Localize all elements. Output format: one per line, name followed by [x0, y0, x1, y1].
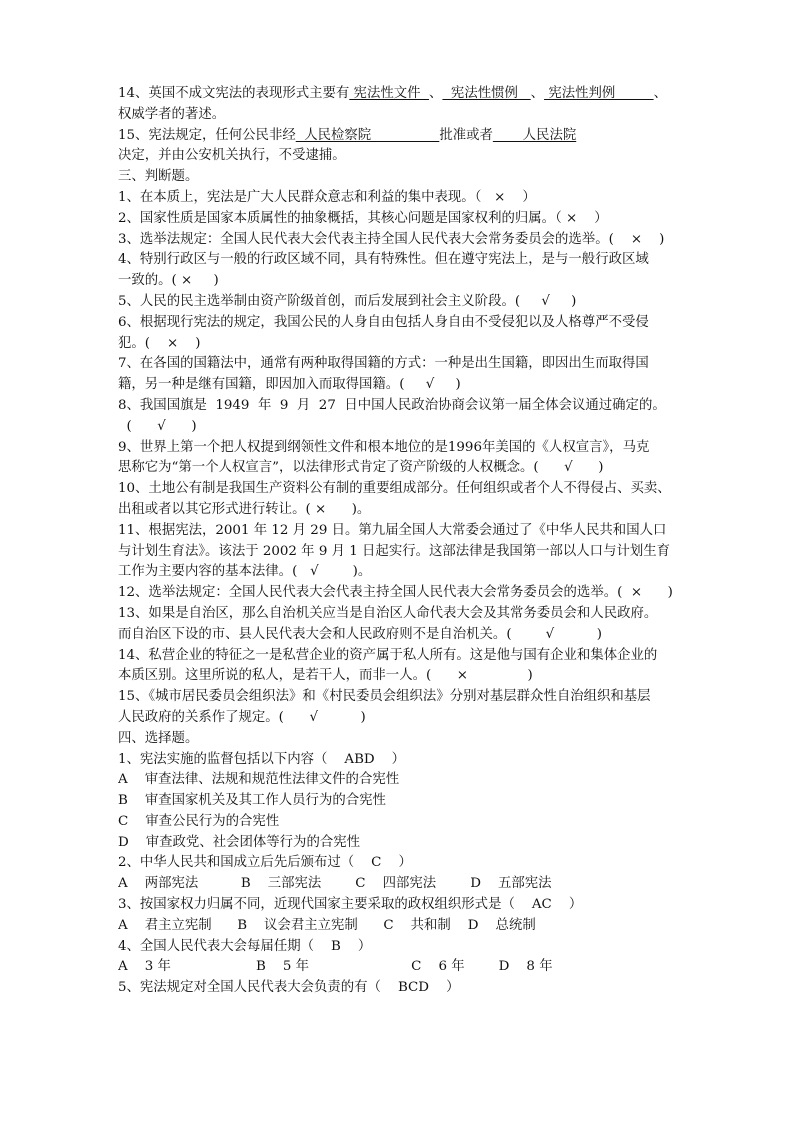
judgment-question-line: 11、根据宪法，2001 年 12 月 29 日。第九届全国人大常委会通过了《中华人民共和国人口	[118, 522, 667, 538]
q15-prefix: 15、宪法规定，任何公民非经	[118, 127, 296, 143]
choice-question-line: 4、全国人民代表大会每届任期（ B ）	[118, 938, 372, 954]
judgment-question-line: 人民政府的关系作了规定。( √ )	[118, 709, 366, 725]
q14-suffix: 、	[653, 86, 667, 101]
judgment-question-line: 思称它为“第一个人权宣言”，以法律形式肯定了资产阶级的人权概念。( √ )	[118, 460, 604, 476]
judgment-question-line: 4、特别行政区与一般的行政区域不同，具有特殊性。但在遵守宪法上，是与一般行政区域	[118, 252, 649, 268]
judgment-question-line: 与计划生育法》。该法于 2002 年 9 月 1 日起实行。这部法律是我国第一部以人口与计划生育	[118, 543, 671, 559]
judgment-question-line: 2、国家性质是国家本质属性的抽象概括，其核心问题是国家权利的归属。（ × ）	[118, 210, 608, 226]
choice-question-line: A 君主立宪制 B 议会君主立宪制 C 共和制 D 总统制	[118, 917, 536, 933]
judgment-questions	[118, 188, 678, 729]
q14-prefix: 14、英国不成文宪法的表现形式主要有	[118, 86, 350, 101]
choice-question-line: D 审查政党、社会团体等行为的合宪性	[118, 834, 361, 850]
judgment-question-line: 工作为主要内容的基本法律。( √ )。	[118, 564, 372, 580]
choice-question-line: B 审查国家机关及其工作人员行为的合宪性	[118, 793, 386, 809]
fill-in-q15-line1	[118, 126, 678, 147]
judgment-question-line: 10、土地公有制是我国生产资料公有制的重要组成部分。任何组织或者个人不得侵占、买卖、	[118, 481, 671, 497]
judgment-question-line: 3、选举法规定：全国人民代表大会代表主持全国人民代表大会常务委员会的选举。( × )	[118, 231, 665, 247]
judgment-question-line: 出租或者以其它形式进行转让。( × )。	[118, 501, 371, 517]
judgment-question-line: 12、选举法规定：全国人民代表大会代表主持全国人民代表大会常务委员会的选举。( × )	[118, 585, 673, 601]
q14-sep-1: 、	[429, 86, 443, 101]
judgment-question-line: 籍，另一种是继有国籍，即因加入而取得国籍。( √ )	[118, 377, 461, 393]
fill-in-q14-line2: 权威学者的著述。	[118, 106, 226, 122]
judgment-question-line: 1、在本质上，宪法是广大人民群众意志和利益的集中表现。（ × ）	[118, 189, 536, 205]
q14-answer-2: 宪法性惯例	[442, 86, 531, 101]
choice-questions	[118, 750, 678, 1000]
document-page	[118, 84, 678, 999]
choice-question-line: A 3 年 B 5 年 C 6 年 D 8 年	[118, 959, 553, 975]
judgment-question-line: ( √ )	[118, 418, 197, 434]
fill-in-q15-line2: 决定，并由公安机关执行，不受逮捕。	[118, 148, 346, 164]
judgment-question-line: 15、《城市居民委员会组织法》和《村民委员会组织法》分别对基层群众性自治组织和基层	[118, 689, 651, 705]
choice-question-line: 1、宪法实施的监督包括以下内容（ ABD ）	[118, 751, 406, 767]
choice-question-line: 3、按国家权力归属不同，近现代国家主要采取的政权组织形式是（ AC ）	[118, 897, 583, 913]
q14-answer-3: 宪法性判例	[544, 86, 654, 101]
judgment-question-line: 7、在各国的国籍法中，通常有两种取得国籍的方式：一种是出生国籍，即因出生而取得国	[118, 356, 649, 372]
judgment-question-line: 8、我国国旗是 1949 年 9 月 27 日中国人民政治协商会议第一届全体会议通过确定的。	[118, 397, 666, 413]
judgment-question-line: 6、根据现行宪法的规定，我国公民的人身自由包括人身自由不受侵犯以及人格尊严不受侵	[118, 314, 649, 330]
q15-answer-1: 人民检察院	[295, 127, 440, 143]
choice-question-line: 5、宪法规定对全国人民代表大会负责的有（ BCD ）	[118, 980, 460, 996]
judgment-question-line: 5、人民的民主选举制由资产阶级首创，而后发展到社会主义阶段。( √ )	[118, 293, 577, 309]
judgment-question-line: 14、私营企业的特征之一是私营企业的资产属于私人所有。这是他与国有企业和集体企业的	[118, 647, 658, 663]
q15-mid: 批准或者	[439, 127, 493, 143]
choice-question-line: 2、中华人民共和国成立后先后颁布过（ C ）	[118, 855, 412, 871]
choice-question-line: A 两部宪法 B 三部宪法 C 四部宪法 D 五部宪法	[118, 876, 552, 892]
judgment-question-line: 而自治区下设的市、县人民代表大会和人民政府则不是自治机关。( √ )	[118, 626, 602, 642]
judgment-question-line: 13、如果是自治区，那么自治机关应当是自治区人命代表大会及其常务委员会和人民政府。	[118, 605, 658, 621]
choice-question-line: A 审查法律、法规和规范性法律文件的合宪性	[118, 772, 400, 788]
judgment-question-line: 一致的。( × )	[118, 273, 219, 289]
section-heading-choice: 四、选择题。	[118, 730, 199, 746]
judgment-question-line: 本质区别。这里所说的私人，是若干人，而非一人。( × )	[118, 668, 533, 684]
section-heading-judgment: 三、判断题。	[118, 169, 199, 185]
q15-answer-2: 人民法院	[492, 127, 577, 143]
q14-sep-2: 、	[530, 86, 545, 101]
judgment-question-line: 犯。( × )	[118, 335, 201, 351]
q14-answer-1: 宪法性文件	[349, 86, 430, 101]
judgment-question-line: 9、世界上第一个把人权提到纲领性文件和根本地位的是1996年美国的《人权宣言》，马克	[118, 439, 650, 455]
fill-in-q14-line1	[118, 84, 678, 105]
choice-question-line: C 审查公民行为的合宪性	[118, 813, 280, 829]
